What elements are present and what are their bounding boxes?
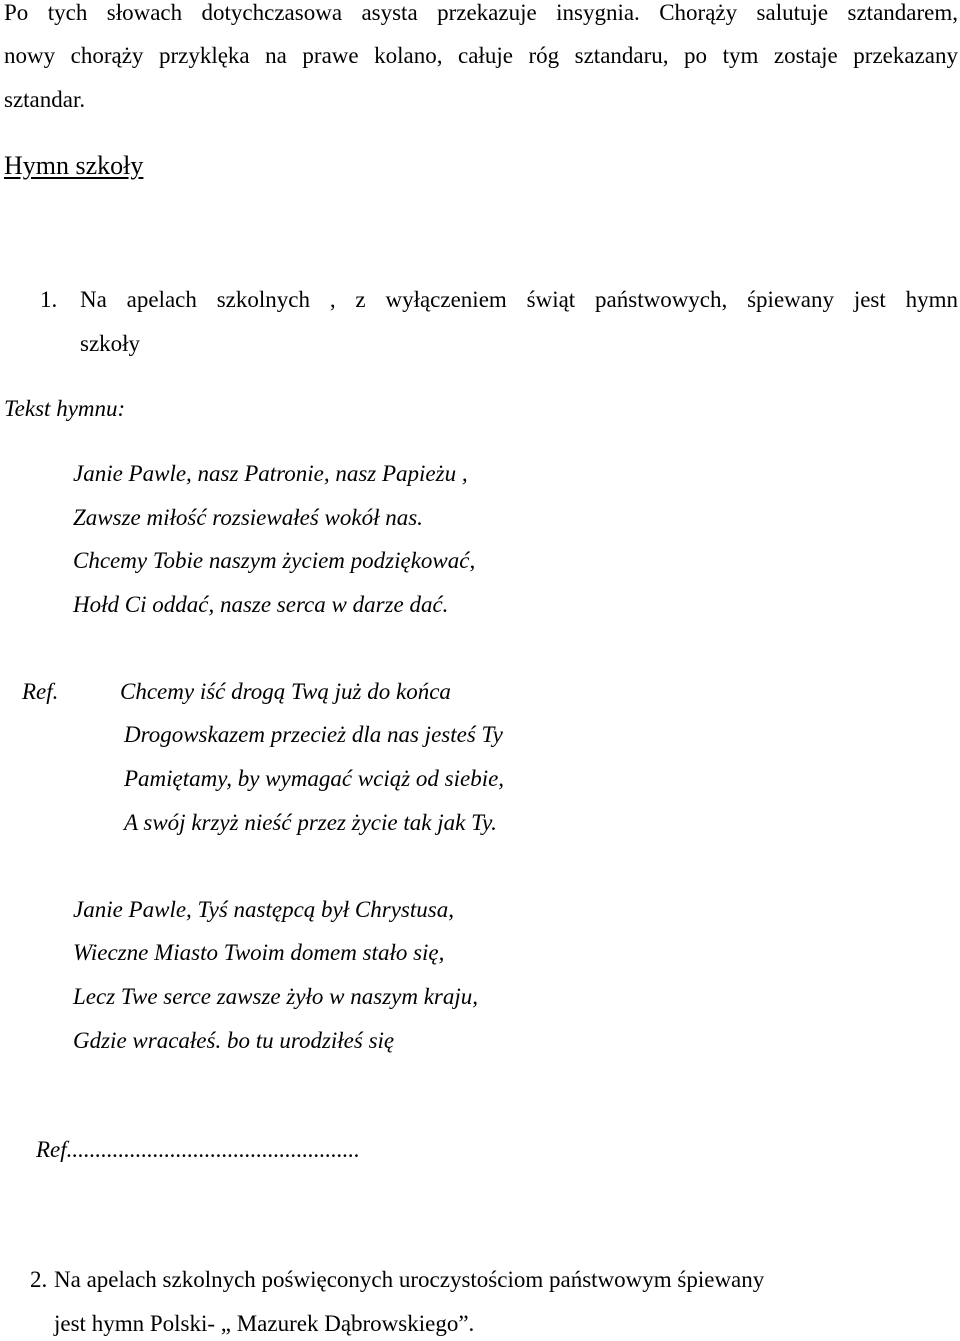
refrain-line-3: Pamiętamy, by wymagać wciąż od siebie, xyxy=(124,766,505,791)
verse1-line-4: Hołd Ci oddać, nasze serca w darze dać. xyxy=(73,592,449,617)
verse1-line-2: Zawsze miłość rozsiewałeś wokół nas. xyxy=(73,505,423,530)
verse2-line-1: Janie Pawle, Tyś następcą był Chrystusa, xyxy=(73,897,454,922)
verse1-line-3: Chcemy Tobie naszym życiem podziękować, xyxy=(73,548,476,573)
item2-line-1: Na apelach szkolnych poświęconych uroczystościom państwowym śpiewany xyxy=(54,1267,765,1292)
item2-number: 2. xyxy=(30,1267,48,1292)
item1-number: 1. xyxy=(40,287,58,312)
verse2-line-3: Lecz Twe serce zawsze żyło w naszym kraju, xyxy=(73,984,479,1009)
refrain-repeat: Ref................................................... xyxy=(36,1137,360,1162)
refrain-line-4: A swój krzyż nieść przez życie tak jak Ty. xyxy=(124,810,497,835)
intro-line-3: sztandar. xyxy=(4,87,86,112)
intro-line-2: nowy chorąży przyklęka na prawe kolano, całuje róg sztandaru, po tym zostaje przekazany xyxy=(4,43,958,68)
verse2-line-2: Wieczne Miasto Twoim domem stało się, xyxy=(73,940,445,965)
section-heading: Hymn szkoły xyxy=(4,151,144,180)
item1-line-2: szkoły xyxy=(80,331,141,356)
verse2-line-4: Gdzie wracałeś. bo tu urodziłeś się xyxy=(73,1028,395,1053)
item1-line-1: Na apelach szkolnych , z wyłączeniem świąt państwowych, śpiewany jest hymn xyxy=(80,287,958,312)
intro-line-1: Po tych słowach dotychczasowa asysta przekazuje insygnia. Chorąży salutuje sztandarem, xyxy=(4,0,958,25)
refrain-line-1: Chcemy iść drogą Twą już do końca xyxy=(120,679,451,704)
refrain-label: Ref. xyxy=(22,679,59,704)
hymn-label: Tekst hymnu: xyxy=(4,396,126,421)
verse1-line-1: Janie Pawle, nasz Patronie, nasz Papieżu , xyxy=(73,461,468,486)
item2-line-2: jest hymn Polski- „ Mazurek Dąbrowskiego”. xyxy=(54,1311,475,1336)
refrain-line-2: Drogowskazem przecież dla nas jesteś Ty xyxy=(124,722,503,747)
